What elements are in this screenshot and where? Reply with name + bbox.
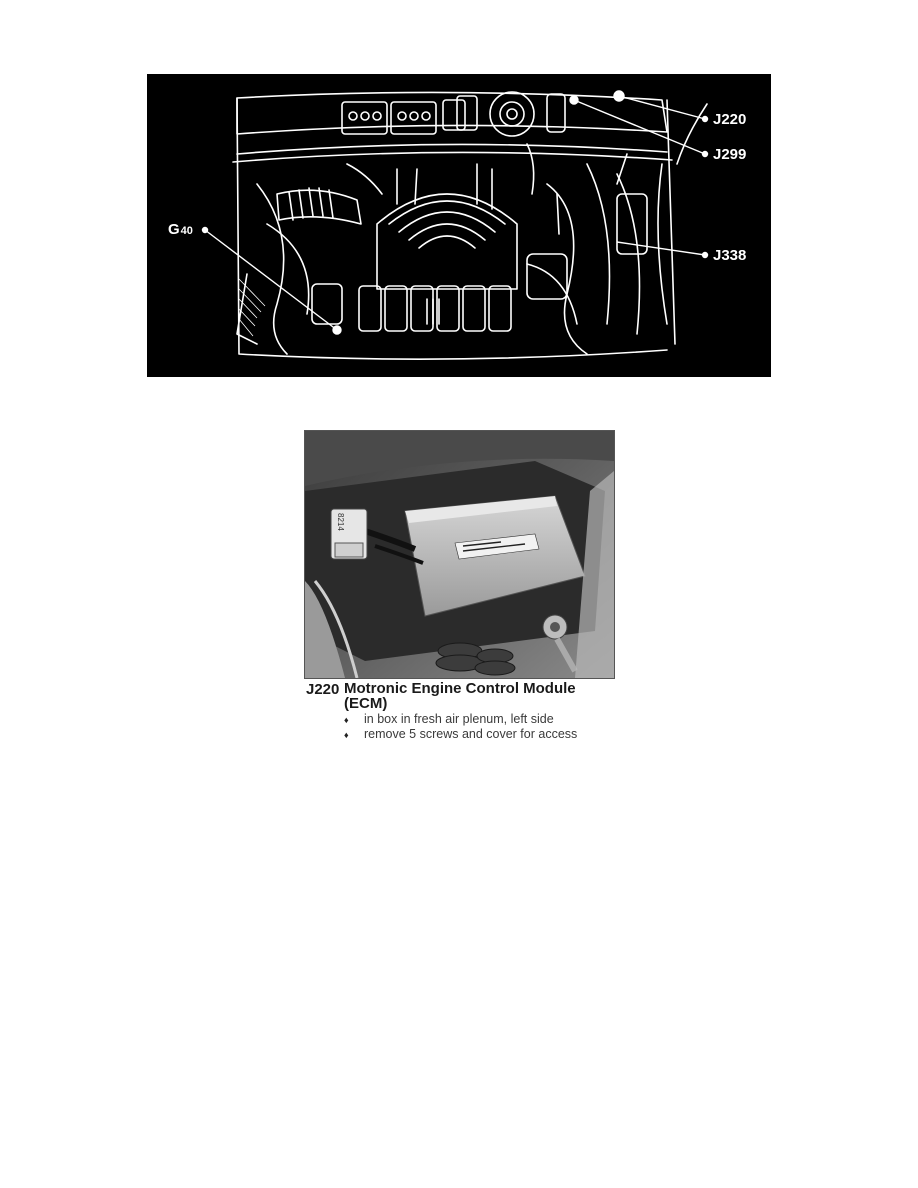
bullet-diamond-icon: ♦ [344,715,349,725]
ecm-photo-illustration [305,431,614,678]
location-notes [344,712,577,742]
callout-j220: J220 [713,111,747,128]
location-note-text: remove 5 screws and cover for access [364,727,578,741]
location-note [344,712,577,727]
bullet-diamond-icon: ♦ [344,730,349,740]
engine-bay-line-art [147,74,771,377]
component-title [344,681,624,711]
callout-g40 [168,222,193,237]
component-title-line2: (ECM) [344,695,388,712]
callout-j299: J299 [713,146,747,163]
callout-j338: J338 [713,247,747,264]
engine-bay-diagram [147,74,771,377]
component-title-line1: Motronic Engine Control Module [344,680,576,697]
location-note [344,727,577,742]
callout-g40-sub: 40 [180,225,193,237]
relay-part-label: 8214 [336,513,345,531]
component-code: J220 [306,681,340,698]
ecm-photo [304,430,615,679]
location-note-text: in box in fresh air plenum, left side [364,712,554,726]
callout-g40-main: G [168,221,180,238]
